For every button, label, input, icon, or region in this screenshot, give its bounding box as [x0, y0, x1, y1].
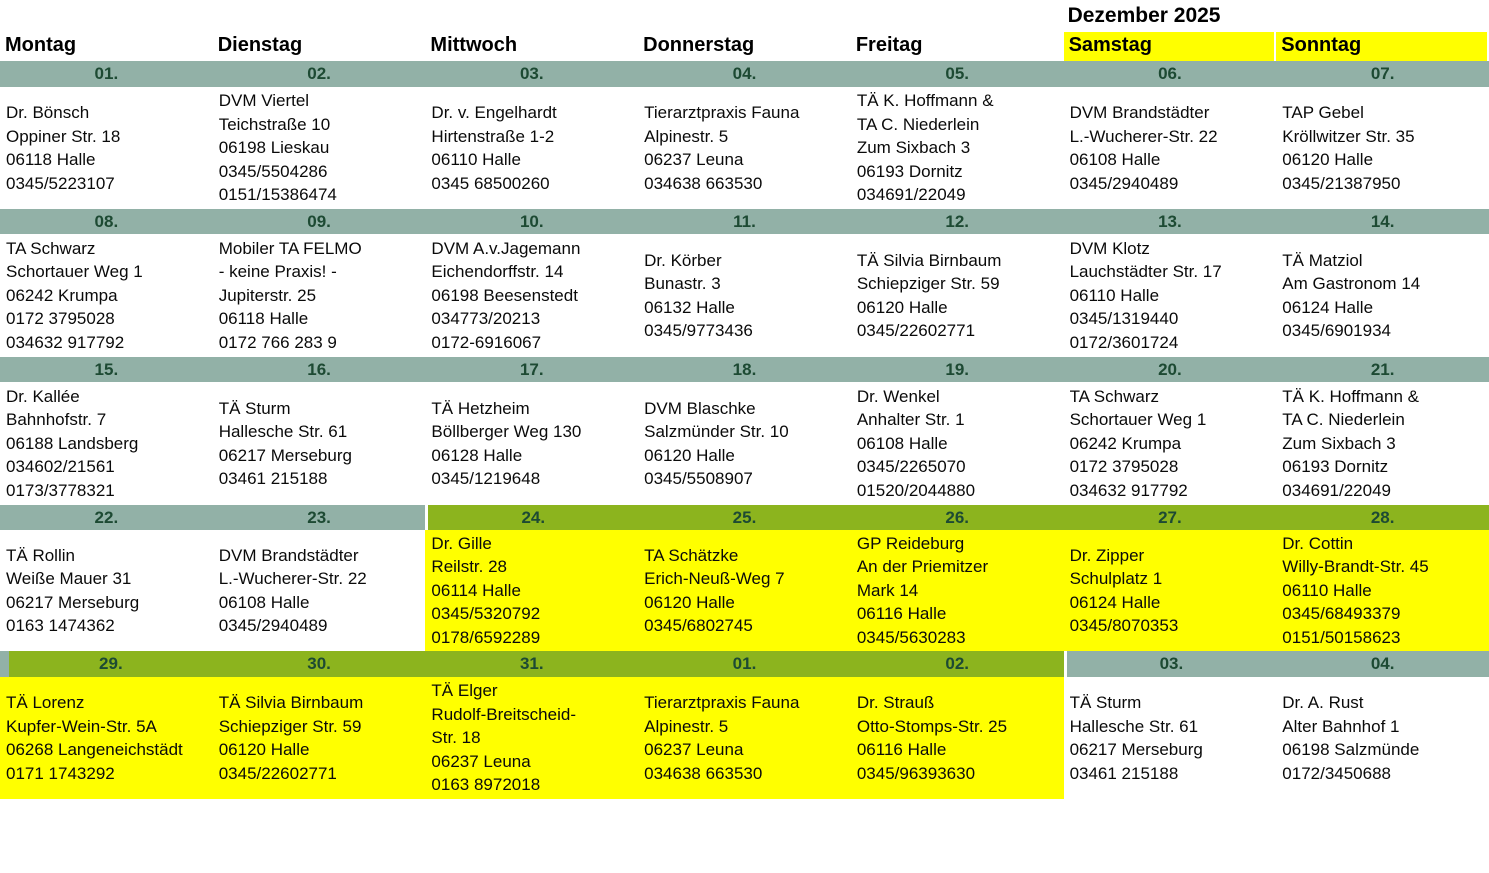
entry-line: 06193 Dornitz [1282, 457, 1389, 477]
entry-line: 06193 Dornitz [856, 161, 963, 181]
entry-line: Alpinestr. 5 [644, 126, 729, 146]
day-cell [0, 234, 213, 357]
day-cell [425, 382, 638, 505]
date-number: 03. [1159, 654, 1184, 673]
date-number: 19. [945, 359, 970, 379]
entry-line: Dr. v. Engelhardt [431, 103, 557, 122]
entry-line: TÄ Matziol [1282, 250, 1363, 270]
entry-line: 0345/6901934 [1282, 321, 1392, 340]
weekday-header-samstag: Samstag [1064, 32, 1275, 61]
entry-line: GP Reideburg [856, 533, 965, 553]
entry-line: 0345/5223107 [6, 173, 115, 193]
date-number: 04. [1370, 654, 1395, 673]
weekday-header-montag: Montag [5, 34, 77, 56]
entry-line: - keine Praxis! - [218, 262, 337, 282]
entry-line: DVM Brandstädter [218, 545, 359, 565]
date-bar-cell [213, 209, 426, 234]
date-number: 31. [519, 654, 544, 673]
entry-line: 06110 Halle [431, 150, 521, 169]
date-bar-cell [425, 357, 638, 382]
entry-line: 06217 Merseburg [218, 445, 352, 465]
weekday-header-mittwoch: Mittwoch [430, 34, 518, 56]
date-number: 27. [1158, 507, 1182, 527]
date-bar-cell [851, 209, 1064, 234]
entry-line: 06118 Halle [6, 150, 96, 169]
entry-line: 0178/6592289 [431, 627, 541, 647]
entry-line: 0345/9773436 [644, 321, 753, 340]
date-number: 10. [519, 211, 544, 231]
entry-line: 06108 Halle [1069, 150, 1161, 169]
entry-line: 0163 8972018 [431, 775, 541, 795]
date-bar-cell [1276, 61, 1489, 87]
day-cell [638, 677, 851, 799]
day-cell [1064, 234, 1277, 357]
entry-line: Tierarztpraxis Fauna [644, 103, 800, 122]
date-number: 13. [1158, 211, 1182, 231]
date-number: 09. [307, 211, 331, 231]
entry-line: 06124 Halle [1282, 297, 1374, 317]
entry-line: 034691/22049 [856, 185, 966, 205]
entry-line: Dr. Strauß [856, 693, 935, 712]
entry-line: 0151/15386474 [218, 185, 337, 205]
date-bar-cell [638, 209, 851, 234]
day-cell [213, 382, 426, 505]
entry-line: 06237 Leuna [644, 740, 744, 759]
date-bar-cell [638, 61, 851, 87]
day-cell [1276, 382, 1489, 505]
day-cell [425, 234, 638, 357]
entry-line: 034638 663530 [644, 763, 763, 783]
entry-line: 034632 917792 [6, 332, 125, 352]
date-bar-cell [213, 651, 426, 677]
entry-line: Str. 18 [431, 728, 481, 748]
entry-line: Alpinestr. 5 [644, 716, 729, 736]
entry-line: 03461 215188 [1069, 763, 1179, 783]
date-bar-cell [1276, 505, 1489, 530]
entry-line: Mobiler TA FELMO [218, 238, 362, 258]
date-number: 03. [519, 64, 544, 83]
entry-line: TA Schwarz [6, 238, 96, 258]
day-cell [0, 530, 213, 651]
entry-line: 06198 Beesenstedt [431, 285, 578, 305]
entry-line: Hallesche Str. 61 [1069, 716, 1199, 736]
entry-line: Schiepziger Str. 59 [856, 274, 1000, 293]
entry-line: TÄ Lorenz [6, 693, 85, 712]
date-bar-cell [1064, 505, 1277, 530]
entry-line: 0345/2940489 [218, 616, 328, 635]
entry-line: 034691/22049 [1282, 480, 1392, 500]
entry-line: Am Gastronom 14 [1282, 274, 1421, 293]
entry-line: Dr. Zipper [1069, 545, 1145, 565]
entry-line: Kröllwitzer Str. 35 [1282, 126, 1415, 146]
day-cell [425, 677, 638, 799]
date-bar-cell [213, 61, 426, 87]
date-number: 26. [945, 507, 970, 527]
date-number: 21. [1370, 359, 1395, 379]
entry-line: Schulplatz 1 [1069, 569, 1163, 588]
entry-line: TA C. Niederlein [1282, 410, 1405, 430]
entry-line: Teichstraße 10 [218, 114, 331, 134]
entry-line: Kupfer-Wein-Str. 5A [6, 716, 157, 736]
date-bar-cell [1276, 209, 1489, 234]
entry-line: 0345/96393630 [856, 763, 976, 783]
date-bar-cell [0, 651, 213, 677]
day-cell [638, 382, 851, 505]
entry-line: 06110 Halle [1069, 285, 1160, 305]
entry-line: TAP Gebel [1282, 103, 1364, 122]
entry-line: Dr. Kallée [6, 386, 80, 406]
date-number: 18. [732, 359, 757, 379]
day-cell [213, 530, 426, 651]
entry-line: 06110 Halle [1282, 580, 1372, 600]
date-bar-cell [1064, 651, 1277, 677]
entry-line: DVM A.v.Jagemann [431, 238, 581, 258]
date-bar-cell [638, 357, 851, 382]
entry-line: Dr. Gille [431, 533, 492, 553]
date-bar-cell [0, 357, 213, 382]
entry-line: 0345/1319440 [1069, 309, 1179, 329]
entry-line: 034638 663530 [644, 173, 763, 193]
entry-line: 06114 Halle [431, 580, 521, 600]
entry-line: TÄ K. Hoffmann & [856, 91, 994, 111]
weekday-header-dienstag: Dienstag [217, 34, 303, 56]
date-number: 16. [307, 359, 331, 379]
day-cell [1064, 530, 1277, 651]
day-cell [1064, 382, 1277, 505]
entry-line: 0345/6802745 [644, 616, 753, 635]
entry-line: Bahnhofstr. 7 [6, 410, 107, 430]
date-number: 20. [1158, 359, 1182, 379]
day-cell [425, 530, 638, 651]
day-cell [851, 530, 1064, 651]
entry-line: L.-Wucherer-Str. 22 [218, 569, 367, 588]
date-number: 25. [732, 507, 757, 527]
entry-line: 0345/5504286 [218, 161, 328, 181]
day-cell [425, 87, 638, 209]
entry-line: 0151/50158623 [1282, 627, 1401, 647]
date-bar-cell [1064, 357, 1277, 382]
date-bar-cell [638, 651, 851, 677]
entry-line: Salzmünder Str. 10 [644, 422, 789, 441]
date-number: 29. [99, 654, 123, 673]
entry-line: Weiße Mauer 31 [6, 569, 132, 588]
entry-line: Willy-Brandt-Str. 45 [1282, 557, 1429, 577]
entry-line: 06237 Leuna [431, 751, 531, 771]
entry-line: 06124 Halle [1069, 592, 1161, 612]
day-cell [1276, 677, 1489, 799]
entry-line: TA Schätzke [644, 545, 739, 565]
entry-line: Hallesche Str. 61 [218, 422, 348, 441]
entry-line: 0345 68500260 [431, 173, 550, 193]
entry-line: Zum Sixbach 3 [1282, 433, 1396, 453]
date-number: 30. [307, 654, 331, 673]
date-bar-cell [638, 505, 851, 530]
entry-line: 06217 Merseburg [6, 592, 140, 612]
entry-line: TÄ Silvia Birnbaum [856, 250, 1002, 270]
entry-line: Tierarztpraxis Fauna [644, 693, 800, 712]
entry-line: DVM Brandstädter [1069, 103, 1210, 122]
day-cell [851, 677, 1064, 799]
entry-line: 06120 Halle [856, 297, 948, 317]
date-bar-cell [851, 651, 1064, 677]
weekday-header-donnerstag: Donnerstag [643, 34, 755, 56]
day-cell [0, 677, 213, 799]
entry-line: 06118 Halle [218, 309, 309, 329]
date-bar-cell [851, 357, 1064, 382]
entry-line: 06268 Langeneichstädt [6, 740, 183, 759]
entry-line: 0345/5320792 [431, 604, 541, 624]
entry-line: Reilstr. 28 [431, 557, 508, 577]
entry-line: 0171 1743292 [6, 763, 115, 783]
day-cell [1276, 530, 1489, 651]
entry-line: 034632 917792 [1069, 480, 1188, 500]
entry-line: TÄ Rollin [6, 545, 75, 565]
date-number: 08. [94, 211, 119, 231]
entry-line: 0172 766 283 9 [218, 332, 337, 352]
entry-line: 06217 Merseburg [1069, 740, 1203, 759]
day-cell [213, 234, 426, 357]
entry-line: 06242 Krumpa [6, 285, 118, 305]
entry-line: TÄ Hetzheim [431, 398, 530, 418]
month-title: Dezember 2025 [1067, 4, 1221, 27]
entry-line: TÄ Silvia Birnbaum [218, 693, 364, 712]
entry-line: Anhalter Str. 1 [856, 410, 965, 430]
entry-line: TÄ Sturm [1069, 693, 1142, 712]
date-bar-cell [425, 209, 638, 234]
entry-line: Otto-Stomps-Str. 25 [856, 716, 1008, 736]
entry-line: 0172/3450688 [1282, 763, 1392, 783]
entry-line: 06198 Lieskau [218, 138, 330, 158]
date-number: 02. [945, 654, 970, 673]
entry-line: 0345/8070353 [1069, 616, 1179, 635]
entry-line: TÄ K. Hoffmann & [1282, 386, 1419, 406]
entry-line: Böllberger Weg 130 [431, 422, 582, 441]
entry-line: 0345/22602771 [856, 321, 976, 340]
date-number: 28. [1370, 507, 1395, 527]
day-cell [851, 234, 1064, 357]
entry-line: 06108 Halle [218, 592, 310, 612]
date-bar-cell [0, 505, 213, 530]
entry-line: Erich-Neuß-Weg 7 [644, 569, 785, 588]
date-bar-cell [1064, 209, 1277, 234]
entry-line: 0172-6916067 [431, 332, 542, 352]
entry-line: 06120 Halle [644, 592, 735, 612]
entry-line: Bunastr. 3 [644, 274, 721, 293]
date-number: 02. [307, 64, 331, 83]
entry-line: 06132 Halle [644, 297, 735, 317]
entry-line: 06198 Salzmünde [1282, 740, 1420, 759]
entry-line: 0172 3795028 [6, 309, 115, 329]
day-cell [638, 530, 851, 651]
entry-line: 06116 Halle [856, 604, 947, 624]
entry-line: 06116 Halle [856, 740, 947, 759]
date-bar-cell [425, 651, 638, 677]
date-bar-cell [0, 61, 213, 87]
entry-line: 0345/5630283 [856, 627, 966, 647]
day-cell [1064, 87, 1277, 209]
date-number: 23. [307, 507, 331, 527]
entry-line: 034773/20213 [431, 309, 541, 329]
date-bar-cell [851, 61, 1064, 87]
date-bar-cell [1276, 651, 1489, 677]
day-cell [213, 677, 426, 799]
date-number: 05. [945, 64, 970, 83]
day-cell [1276, 234, 1489, 357]
date-bar-cell [425, 61, 638, 87]
entry-line: 0345/1219648 [431, 469, 541, 488]
entry-line: 034602/21561 [6, 457, 115, 477]
entry-line: TÄ Sturm [218, 398, 291, 418]
entry-line: 0345/21387950 [1282, 173, 1401, 193]
entry-line: TA Schwarz [1069, 386, 1159, 406]
date-number: 24. [521, 507, 546, 527]
entry-line: 06242 Krumpa [1069, 433, 1182, 453]
date-number: 17. [519, 359, 544, 379]
entry-line: Schortauer Weg 1 [6, 262, 143, 282]
date-bar-cell [851, 505, 1064, 530]
day-cell [1064, 677, 1277, 799]
entry-line: Lauchstädter Str. 17 [1069, 262, 1222, 282]
date-number: 14. [1370, 211, 1395, 231]
entry-line: Dr. Bönsch [6, 103, 90, 122]
entry-line: Alter Bahnhof 1 [1282, 716, 1400, 736]
weekday-header-freitag: Freitag [855, 34, 923, 56]
date-bar-cell [425, 505, 638, 530]
day-cell [851, 382, 1064, 505]
entry-line: 06237 Leuna [644, 150, 744, 169]
date-number: 01. [732, 654, 757, 673]
date-number: 04. [732, 64, 757, 83]
date-number: 06. [1158, 64, 1182, 83]
day-cell [213, 87, 426, 209]
entry-line: Schortauer Weg 1 [1069, 410, 1207, 430]
entry-line: DVM Blaschke [644, 398, 756, 418]
entry-line: Dr. Wenkel [856, 386, 940, 406]
day-cell [0, 382, 213, 505]
date-number: 22. [94, 507, 119, 527]
date-bar-cell [213, 357, 426, 382]
entry-line: 06108 Halle [856, 433, 948, 453]
entry-line: Dr. Cottin [1282, 533, 1354, 553]
day-cell [851, 87, 1064, 209]
date-bar-cell [213, 505, 426, 530]
date-number: 11. [733, 211, 756, 231]
entry-line: 0345/68493379 [1282, 604, 1401, 624]
entry-line: An der Priemitzer [856, 557, 989, 577]
entry-line: Eichendorffstr. 14 [431, 262, 564, 282]
day-cell [638, 87, 851, 209]
entry-line: Hirtenstraße 1-2 [431, 126, 555, 146]
entry-line: DVM Klotz [1069, 238, 1150, 258]
entry-line: 06120 Halle [644, 445, 735, 465]
entry-line: 0345/22602771 [218, 763, 337, 783]
entry-line: TA C. Niederlein [856, 114, 980, 134]
entry-line: Mark 14 [856, 580, 919, 600]
entry-line: 0172/3601724 [1069, 332, 1179, 352]
entry-line: Oppiner Str. 18 [6, 126, 121, 146]
entry-line: Schiepziger Str. 59 [218, 716, 362, 736]
entry-line: 0345/2940489 [1069, 173, 1179, 193]
date-number: 07. [1370, 64, 1395, 83]
entry-line: 01520/2044880 [856, 480, 976, 500]
date-bar-cell [0, 209, 213, 234]
entry-line: 0173/3778321 [6, 480, 115, 500]
entry-line: TÄ Elger [431, 681, 498, 701]
entry-line: 03461 215188 [218, 469, 328, 488]
date-number: 12. [945, 211, 970, 231]
entry-line: 0345/5508907 [644, 469, 753, 488]
weekday-header-sonntag: Sonntag [1276, 32, 1487, 61]
date-bar-cell [1276, 357, 1489, 382]
day-cell [638, 234, 851, 357]
entry-line: 06120 Halle [1282, 150, 1374, 169]
date-number: 01. [94, 64, 119, 83]
entry-line: L.-Wucherer-Str. 22 [1069, 126, 1218, 146]
entry-line: 06188 Landsberg [6, 433, 139, 453]
entry-line: Zum Sixbach 3 [856, 138, 971, 158]
entry-line: Dr. A. Rust [1282, 693, 1364, 712]
day-cell [1276, 87, 1489, 209]
entry-line: 0172 3795028 [1069, 457, 1179, 477]
entry-line: 06128 Halle [431, 445, 523, 465]
entry-line: 0345/2265070 [856, 457, 966, 477]
entry-line: Jupiterstr. 25 [218, 285, 317, 305]
entry-line: 0163 1474362 [6, 616, 115, 635]
date-bar-cell [1064, 61, 1277, 87]
date-number: 15. [94, 359, 119, 379]
entry-line: Rudolf-Breitscheid- [431, 704, 576, 724]
entry-line: Dr. Körber [644, 250, 722, 270]
day-cell [0, 87, 213, 209]
entry-line: 06120 Halle [218, 740, 310, 759]
entry-line: DVM Viertel [218, 91, 310, 111]
